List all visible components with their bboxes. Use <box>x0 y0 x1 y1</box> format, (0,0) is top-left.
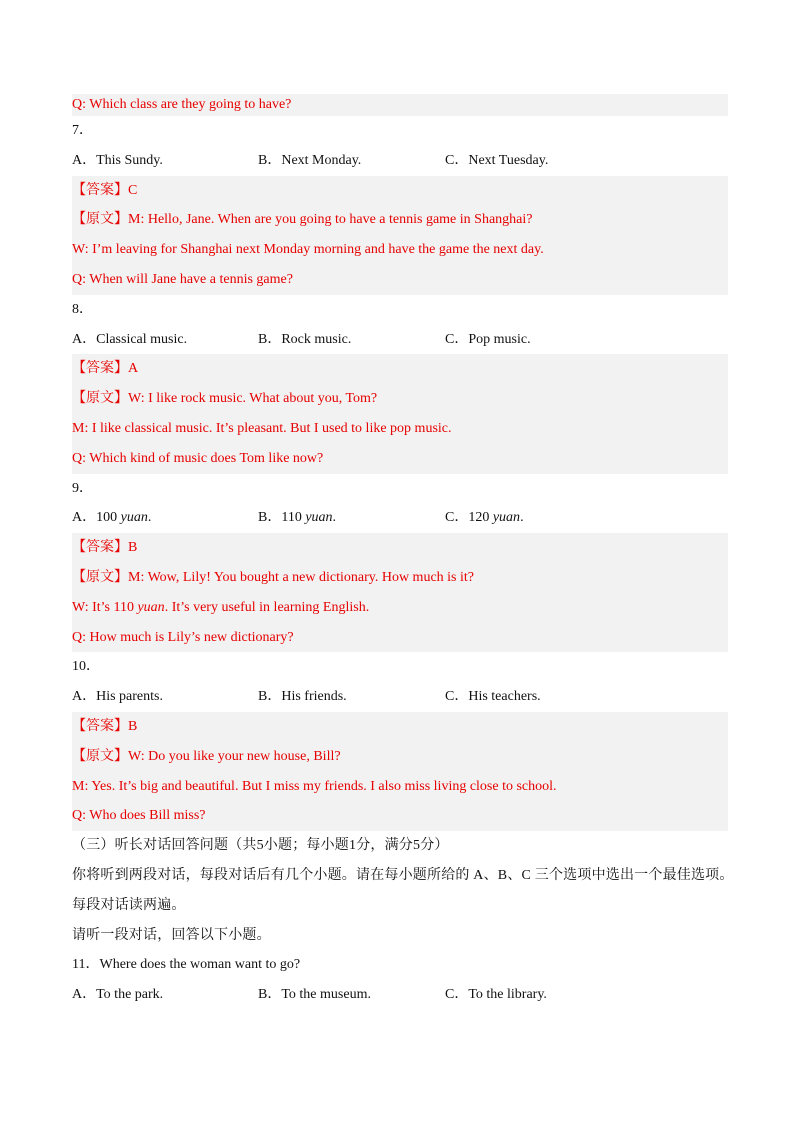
option-suffix: . <box>332 510 337 526</box>
q11-question: 11．Where does the woman want to go? <box>72 957 301 973</box>
q9-option-c <box>445 503 524 533</box>
answer-value: A <box>128 361 139 377</box>
q8-number: 8． <box>72 301 93 317</box>
q9-answer-block <box>72 533 728 652</box>
q9-transcript-line-2 <box>72 593 728 623</box>
document-page <box>72 94 734 1010</box>
q6-question-line: Q: Which class are they going to have? <box>72 94 728 116</box>
q8-option-a: A．Classical music. <box>72 331 188 347</box>
q11-option-c: C．To the library. <box>445 987 547 1003</box>
q10-option-c: C．His teachers. <box>445 689 541 705</box>
q7-number: 7． <box>72 123 93 138</box>
q9-answer-line <box>72 533 728 563</box>
option-text: B．110 <box>258 510 306 526</box>
q10-options <box>72 682 728 712</box>
option-text: A．100 <box>72 510 121 526</box>
q9-options <box>72 503 728 533</box>
transcript-tag: 【原文】 <box>72 569 128 585</box>
section3-title: （三）听长对话回答问题（共5小题；每小题1分，满分5分） <box>72 838 449 854</box>
q7-transcript-line-3: Q: When will Jane have a tennis game? <box>72 271 293 287</box>
transcript-text: W: It’s 110 <box>72 599 138 615</box>
option-unit: yuan <box>492 510 521 526</box>
q9-transcript-line-1 <box>72 563 728 593</box>
option-suffix: . <box>520 510 524 526</box>
answer-value: B <box>128 540 138 556</box>
q8-option-c: C．Pop music. <box>445 331 531 347</box>
option-suffix: . <box>147 510 152 526</box>
transcript-tag: 【原文】 <box>72 212 128 228</box>
q10-option-b: B．His friends. <box>258 689 347 705</box>
transcript-unit: yuan <box>137 599 165 615</box>
q7-option-a: A．This Sundy. <box>72 152 163 168</box>
q7-answer-line <box>72 176 728 206</box>
transcript-tag: 【原文】 <box>72 748 128 764</box>
q7-answer-block <box>72 176 728 295</box>
q9-number: 9． <box>72 480 93 496</box>
q10-transcript-line-3: Q: Who does Bill miss? <box>72 808 206 824</box>
answer-tag: 【答案】 <box>72 361 128 377</box>
transcript-text: M: Wow, Lily! You bought a new dictionary. How much is it? <box>128 569 474 585</box>
q10-answer-block <box>72 712 728 831</box>
q10-answer-line <box>72 712 728 742</box>
section3-instruction-1: 你将听到两段对话，每段对话后有几个小题。请在每小题所给的 A、B、C 三个选项中选出一个最佳选项。 <box>72 867 734 883</box>
transcript-text-end: . It’s very useful in learning English. <box>164 599 370 615</box>
answer-value: B <box>128 718 138 734</box>
q7-options <box>72 146 728 176</box>
q11-option-b: B．To the museum. <box>258 987 371 1003</box>
option-text: C．120 <box>445 510 493 526</box>
q8-answer-block <box>72 354 728 473</box>
q7-option-c: C．Next Tuesday. <box>445 152 549 168</box>
answer-tag: 【答案】 <box>72 718 128 734</box>
q10-option-a: A．His parents. <box>72 689 163 705</box>
q11-options <box>72 980 728 1010</box>
answer-tag: 【答案】 <box>72 182 128 198</box>
q8-transcript-line-1 <box>72 384 728 414</box>
transcript-text: M: Hello, Jane. When are you going to have a tennis game in Shanghai? <box>128 212 533 228</box>
transcript-text: W: I like rock music. What about you, Tom? <box>128 391 378 407</box>
answer-tag: 【答案】 <box>72 540 128 556</box>
transcript-tag: 【原文】 <box>72 391 128 407</box>
q10-number: 10． <box>72 659 100 675</box>
q10-transcript-line-2: M: Yes. It’s big and beautiful. But I miss my friends. I also miss living close to school. <box>72 778 557 794</box>
q8-transcript-line-2: M: I like classical music. It’s pleasant. But I used to like pop music. <box>72 420 452 436</box>
option-unit: yuan <box>305 510 333 526</box>
transcript-text: W: Do you like your new house, Bill? <box>128 748 341 764</box>
section3-instruction-2: 每段对话读两遍。 <box>72 897 186 913</box>
q7-transcript-line-2: W: I’m leaving for Shanghai next Monday morning and have the game the next day. <box>72 242 544 258</box>
option-unit: yuan <box>120 510 148 526</box>
answer-value: C <box>128 182 138 198</box>
q7-option-b: B．Next Monday. <box>258 152 362 168</box>
q11-option-a: A．To the park. <box>72 987 164 1003</box>
q7-transcript-line-1 <box>72 205 728 235</box>
q10-transcript-line-1 <box>72 742 728 772</box>
q9-option-b <box>258 503 445 533</box>
q8-option-b: B．Rock music. <box>258 331 352 347</box>
q9-transcript-line-3: Q: How much is Lily’s new dictionary? <box>72 629 294 645</box>
q8-transcript-line-3: Q: Which kind of music does Tom like now? <box>72 450 324 466</box>
section3-instruction-3: 请听一段对话，回答以下小题。 <box>72 927 271 943</box>
q8-options <box>72 325 728 355</box>
q9-option-a <box>72 503 258 533</box>
q8-answer-line <box>72 354 728 384</box>
